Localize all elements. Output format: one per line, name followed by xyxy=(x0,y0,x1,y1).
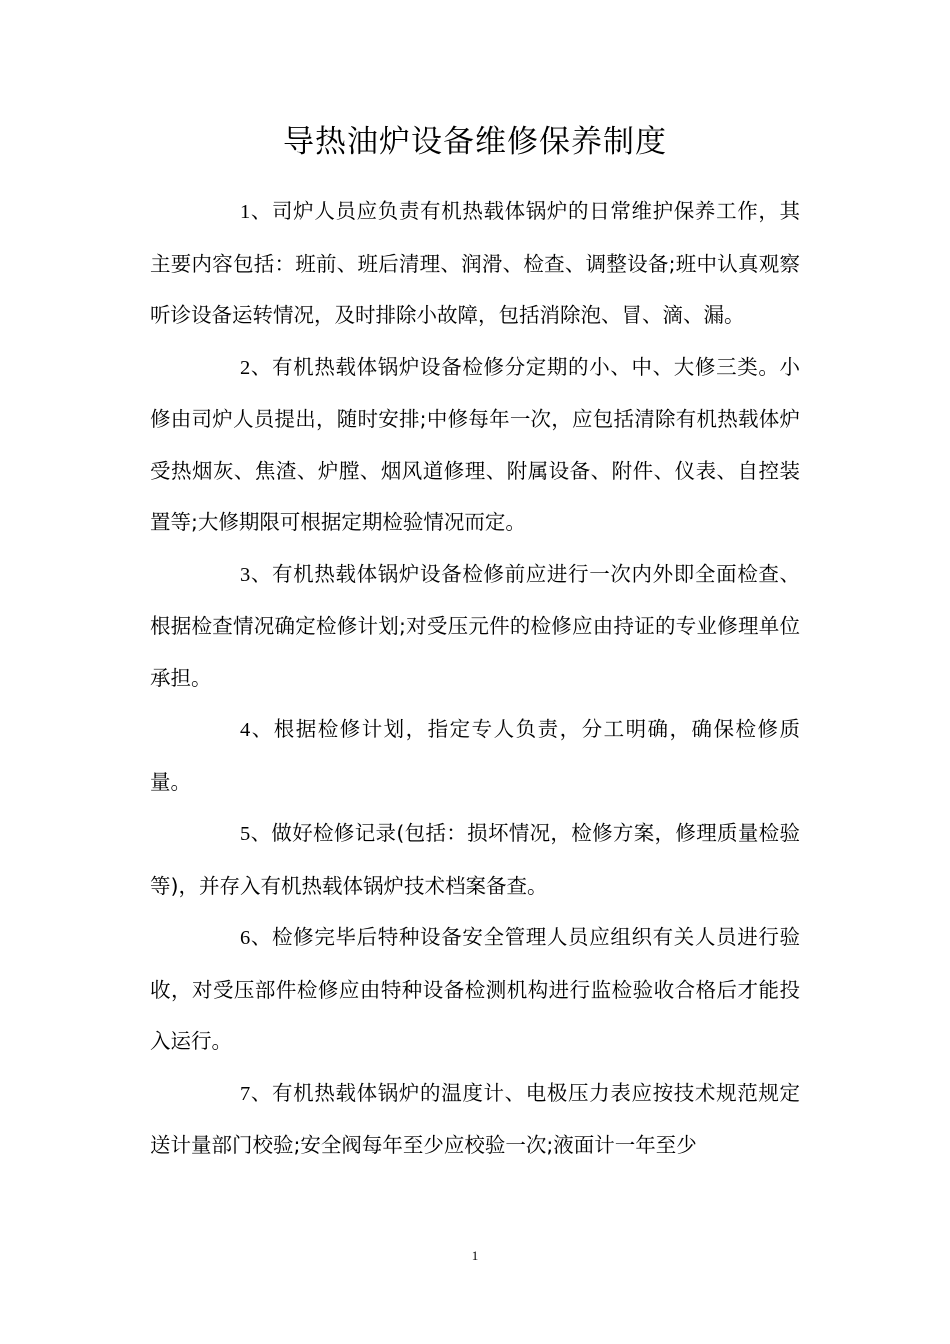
paragraph-number: 5 xyxy=(240,823,251,845)
document-body xyxy=(150,186,800,1172)
paragraph-text: 、有机热载体锅炉的温度计、电极压力表应按技术规范规定送计量部门校验;安全阀每年至少应校验一次;液面计一年至少 xyxy=(150,1080,800,1157)
paragraph-number: 4 xyxy=(240,719,251,741)
paragraph-1 xyxy=(150,186,800,342)
paragraph-7 xyxy=(150,1068,800,1172)
paragraph-number: 6 xyxy=(240,927,251,949)
paragraph-number: 2 xyxy=(240,356,251,379)
paragraph-4 xyxy=(150,704,800,808)
paragraph-6 xyxy=(150,912,800,1068)
paragraph-5 xyxy=(150,808,800,912)
paragraph-text: 、检修完毕后特种设备安全管理人员应组织有关人员进行验收，对受压部件检修应由特种设备检测机构进行监检验收合格后才能投入运行。 xyxy=(150,925,800,1053)
paragraph-text: 、有机热载体锅炉设备检修分定期的小、中、大修三类。小修由司炉人员提出，随时安排;中修每年一次，应包括清除有机热载体炉受热烟灰、焦渣、炉膛、烟风道修理、附属设备、附件、仪表、自控装置等;大修期限可根据定期检验情况而定。 xyxy=(150,354,800,534)
paragraph-3 xyxy=(150,549,800,705)
paragraph-text: 、根据检修计划，指定专人负责，分工明确，确保检修质量。 xyxy=(150,717,800,794)
paragraph-text: 、司炉人员应负责有机热载体锅炉的日常维护保养工作，其主要内容包括：班前、班后清理、润滑、检查、调整设备;班中认真观察听诊设备运转情况，及时排除小故障，包括消除泡、冒、滴、漏。 xyxy=(150,199,800,327)
paragraph-number: 3 xyxy=(240,563,251,586)
paragraph-text: 、有机热载体锅炉设备检修前应进行一次内外即全面检查、根据检查情况确定检修计划;对受压元件的检修应由持证的专业修理单位承担。 xyxy=(150,561,800,690)
paragraph-number: 1 xyxy=(240,201,251,223)
page-number: 1 xyxy=(471,1248,479,1263)
paragraph-number: 7 xyxy=(240,1082,251,1105)
paragraph-2 xyxy=(150,342,800,549)
paragraph-text: 、做好检修记录(包括：损坏情况，检修方案，修理质量检验等)，并存入有机热载体锅炉技术档案备查。 xyxy=(150,821,800,898)
document-title: 导热油炉设备维修保养制度 xyxy=(283,124,667,160)
